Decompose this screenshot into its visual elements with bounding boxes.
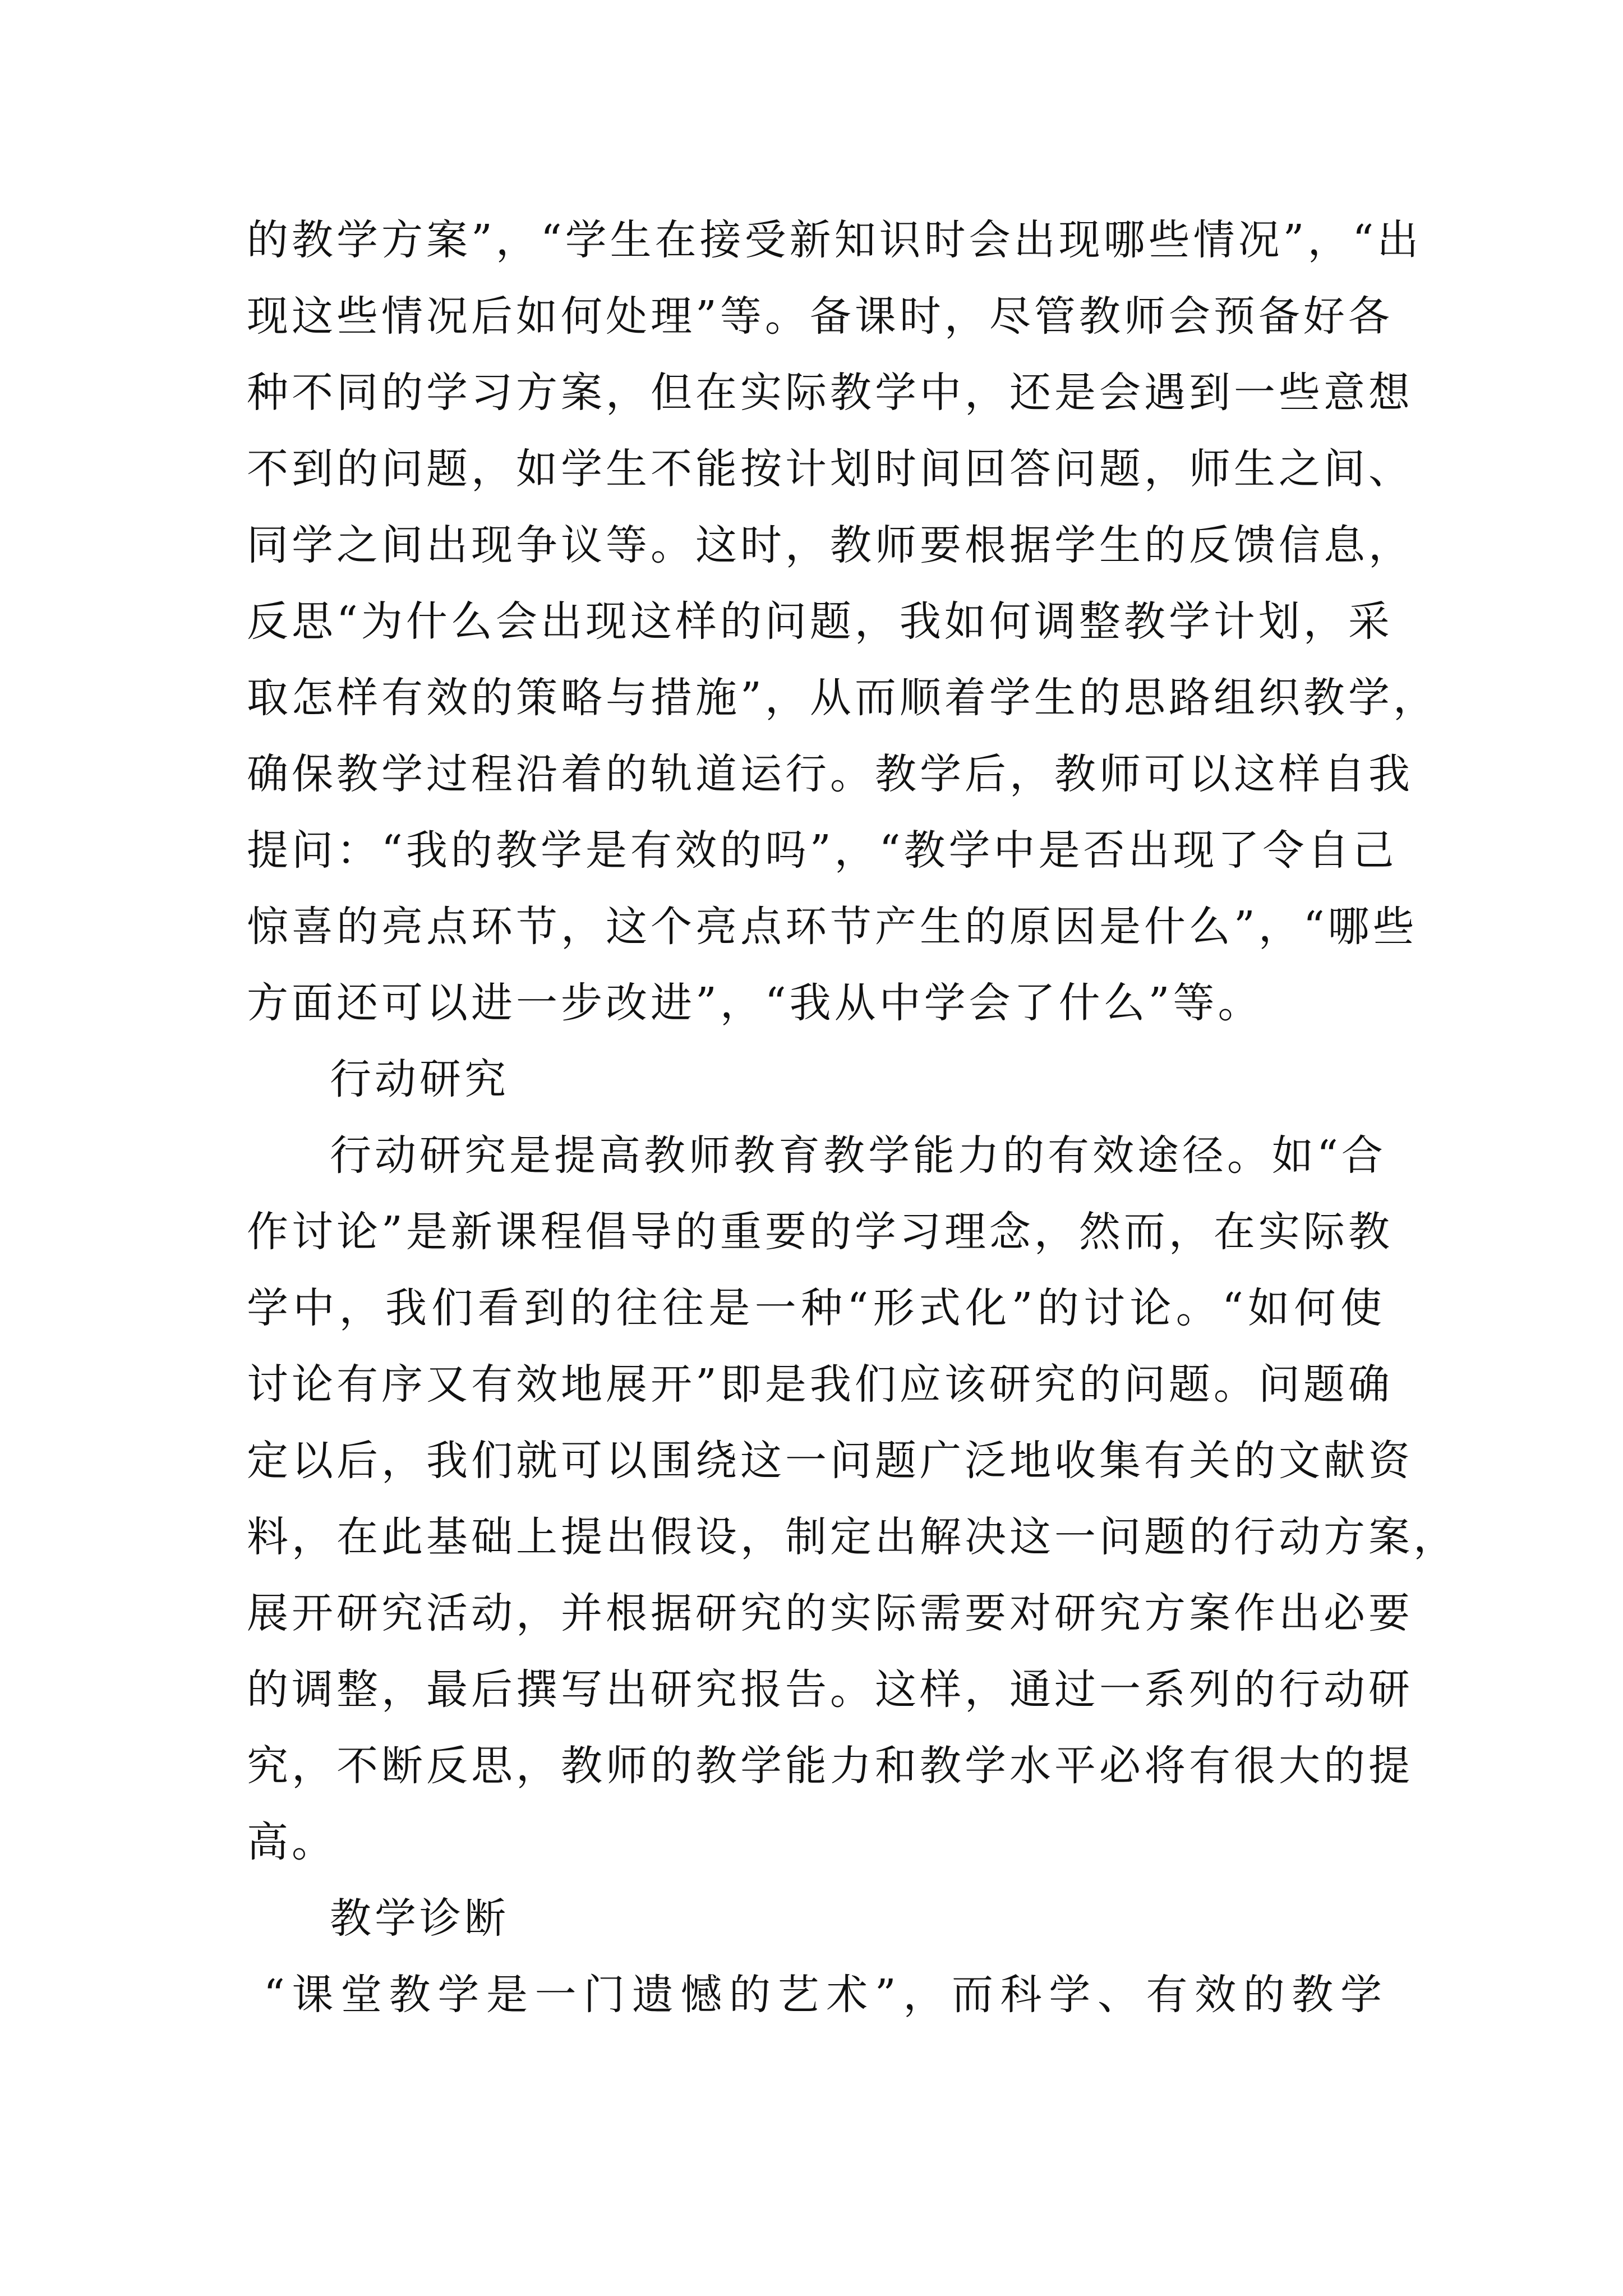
text-line: 不到的问题，如学生不能按计划时间回答问题，师生之间、	[247, 445, 1413, 493]
text-line: “课堂教学是一门遗憾的艺术”，而科学、有效的教学	[264, 1971, 1385, 2019]
section-heading-teaching-diagnosis: 教学诊断	[330, 1894, 509, 1943]
text-line: 展开研究活动，并根据研究的实际需要对研究方案作出必要	[247, 1589, 1413, 1637]
text-line: 提问：“我的教学是有效的吗”，“教学中是否出现了令自己	[247, 826, 1398, 875]
text-line: 方面还可以进一步改进”，“我从中学会了什么”等。	[247, 979, 1263, 1027]
paragraph-teaching-diagnosis	[247, 1957, 1385, 2033]
text-line: 同学之间出现争议等。这时，教师要根据学生的反馈信息，	[247, 521, 1413, 569]
text-line: 讨论有序又有效地展开”即是我们应该研究的问题。问题确	[247, 1360, 1393, 1409]
text-line: 的调整，最后撰写出研究报告。这样，通过一系列的行动研	[247, 1665, 1413, 1714]
text-line: 取怎样有效的策略与措施”，从而顺着学生的思路组织教学，	[247, 674, 1438, 722]
text-line: 现这些情况后如何处理”等。备课时，尽管教师会预备好各	[247, 292, 1393, 341]
section-heading-action-research: 行动研究	[330, 1055, 509, 1103]
text-line: 确保教学过程沿着的轨道运行。教学后，教师可以这样自我	[247, 750, 1413, 798]
text-line: 行动研究是提高教师教育教学能力的有效途径。如“合	[330, 1131, 1386, 1180]
text-line: 种不同的学习方案，但在实际教学中，还是会遇到一些意想	[247, 369, 1413, 417]
text-line: 的教学方案”，“学生在接受新知识时会出现哪些情况”，“出	[247, 216, 1422, 264]
text-line: 定以后，我们就可以围绕这一问题广泛地收集有关的文献资	[247, 1437, 1413, 1485]
text-line: 作讨论”是新课程倡导的重要的学习理念，然而，在实际教	[247, 1208, 1393, 1256]
text-line: 料，在此基础上提出假设，制定出解决这一问题的行动方案，	[247, 1513, 1458, 1561]
text-line: 反思“为什么会出现这样的问题，我如何调整教学计划，采	[247, 597, 1393, 646]
text-line: 高。	[247, 1818, 336, 1866]
paragraph-action-research	[247, 1117, 1458, 1880]
paragraph-reflection	[247, 202, 1438, 1041]
text-line: 学中，我们看到的往往是一种“形式化”的讨论。“如何使	[247, 1284, 1385, 1332]
text-line: 究，不断反思，教师的教学能力和教学水平必将有很大的提	[247, 1742, 1413, 1790]
text-line: 惊喜的亮点环节，这个亮点环节产生的原因是什么”，“哪些	[247, 903, 1418, 951]
document-body	[247, 202, 1458, 2033]
